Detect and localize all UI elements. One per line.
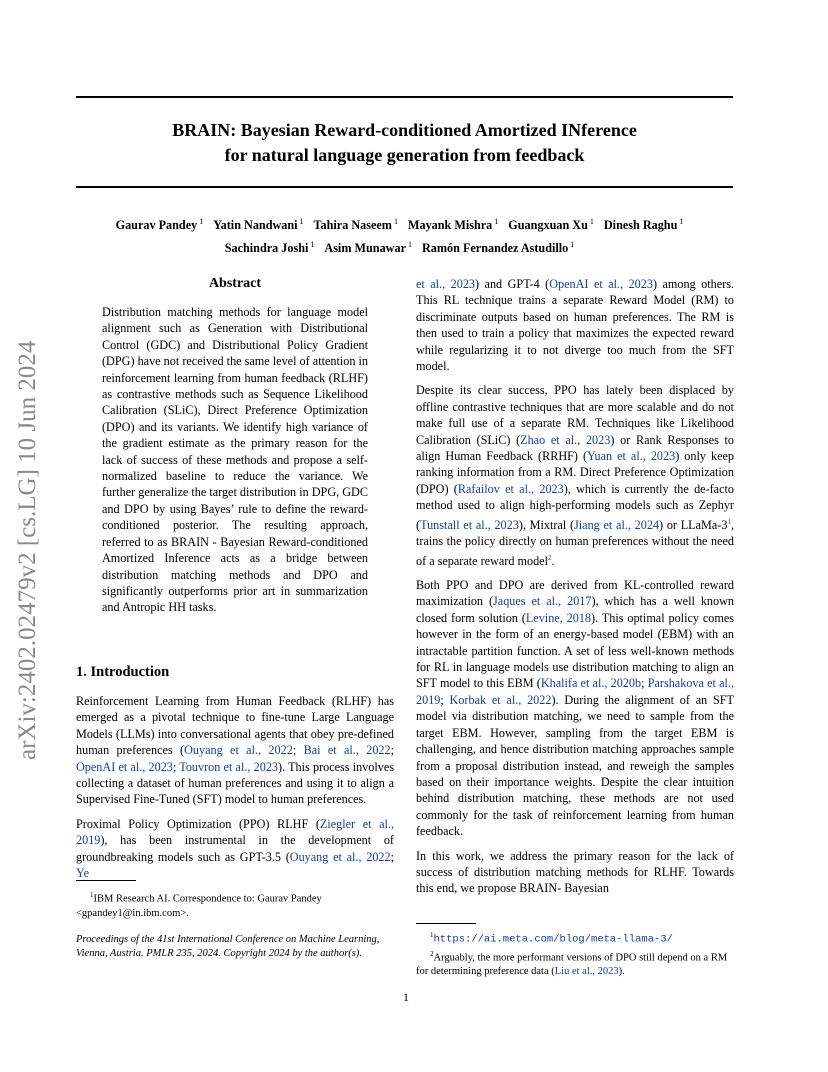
text: Despite its clear success, PPO has lately been displaced by offline contrastive techniques that are more scalable and do not make full use of a separate RM. Techniques like Likelihood Calibration (SLiC) (: [416, 383, 734, 447]
citation-link[interactable]: Tunstall et al., 2023: [420, 517, 519, 532]
text: Arguably, the more performant versions of DPO still depend on a RM for determining preference data (: [416, 952, 728, 977]
text: , trains the policy directly on human preferences without the need of a separate reward model: [416, 517, 734, 568]
author-name: [604, 218, 684, 232]
intro-paragraph-1: Reinforcement Learning from Human Feedback (RLHF) has emerged as a pivotal technique to fine-tune Large Language Models (LLMs) into conversational agents that obey pre-defined human preferences (Ouyang et al., 2022; Bai et al., 2022; OpenAI et al., 2023; Touvron et al., 2023). This process involves collecting a dataset of human preferences and using it to align a Supervised Fine-Tuned (SFT) model to human preferences.: [76, 694, 394, 807]
bottom-title-rule: [76, 186, 733, 188]
author-name: [225, 241, 315, 255]
citation-link[interactable]: Jiang et al., 2024: [574, 517, 660, 532]
author-name-text: Asim Munawar: [324, 241, 406, 256]
affiliation-marker: 1: [297, 217, 304, 226]
authors-line-2: [76, 235, 733, 258]
section-heading-introduction: 1. Introduction: [76, 664, 170, 680]
citation-link[interactable]: Khalifa et al., 2020b: [540, 676, 642, 691]
citation-link[interactable]: OpenAI et al., 2023: [76, 759, 173, 774]
author-name-text: Sachindra Joshi: [224, 241, 309, 256]
author-name: [213, 218, 303, 232]
citation-link[interactable]: Ziegler et al., 2019: [76, 816, 394, 848]
affiliation-marker: 1: [677, 217, 684, 226]
affiliation-marker: 1: [405, 240, 412, 250]
right-paragraph-3: Both PPO and DPO are derived from KL-controlled reward maximization (Jaques et al., 2017), which has a well known closed form solution (Levine, 2018). This optimal policy comes however in the form of an energy-based model (EBM) with an intractable partition function. A set of less well-known methods for RL in language models use distribution matching to align an SFT model to this EBM (Khalifa et al., 2020b; Parshakova et al., 2019; Korbak et al., 2022). During the alignment of an SFT model via distribution matching, we need to sample from the target EBM. However, sampling from the target EBM is challenging, and hence distribution matching approaches sample from a proposal distribution instead, and reweigh the samples based on their importance weights. Despite the clear intuition behind distribution matching, these methods are not used commonly for the task of reinforcement learning from human feedback.: [416, 578, 734, 839]
right-paragraph-1: [416, 276, 734, 374]
author-name: [422, 241, 574, 255]
right-paragraph-4: In this work, we address the primary reason for the lack of success of distribution matching methods for RLHF. Towards this end, we propose BRAIN- Bayesian: [416, 848, 734, 896]
author-name: [508, 218, 594, 232]
author-name-text: Gaurav Pandey: [115, 218, 198, 233]
author-name: [324, 241, 412, 255]
citation-link[interactable]: Zhao et al., 2023: [520, 432, 611, 447]
citation-link[interactable]: Bai et al., 2022: [303, 743, 391, 758]
intro-column-left: [76, 693, 394, 881]
footnote-1: $^1$https://ai.meta.com/blog/meta-llama-3/: [430, 931, 673, 946]
author-name: [408, 218, 498, 232]
footnote-url-link[interactable]: https://ai.meta.com/blog/meta-llama-3/: [433, 933, 673, 946]
footnote-marker-2[interactable]: 2: [547, 553, 552, 562]
footnotes-right: [416, 928, 734, 979]
citation-link[interactable]: Ouyang et al., 2022: [184, 743, 293, 758]
text: ), Mixtral (: [518, 517, 575, 532]
footnote-rule-left: [76, 880, 136, 881]
author-name-text: Yatin Nandwani: [213, 218, 298, 233]
top-rule: [76, 96, 733, 98]
citation-link[interactable]: Levine, 2018: [525, 610, 592, 625]
citation-link[interactable]: Yuan et al., 2023: [587, 449, 676, 464]
affiliation-marker: 1: [568, 240, 575, 250]
paper-title: [76, 118, 733, 168]
text: ), has been instrumental in the development of groundbreaking models such as GPT-3.5 (: [76, 833, 394, 864]
affiliation-marker: 1: [492, 217, 499, 226]
author-name-text: Mayank Mishra: [407, 218, 493, 233]
author-name-text: Dinesh Raghu: [603, 218, 678, 233]
citation-link[interactable]: Ye: [76, 866, 89, 881]
author-name: [314, 218, 398, 232]
text: ), which has a well known closed form solution (: [416, 594, 734, 625]
title-line-2: for natural language generation from feedback: [224, 145, 585, 165]
authors-line-1: [76, 212, 733, 235]
proceedings-note: Proceedings of the 41st International Conference on Machine Learning, Vienna, Austria. PMLR 235, 2024. Copyright 2024 by the author(s).: [76, 933, 380, 959]
affiliation-footnote: $^1$IBM Research AI. Correspondence to: Gaurav Pandey <gpandey1@in.ibm.com>.: [76, 891, 322, 919]
abstract-heading: Abstract: [208, 276, 262, 291]
citation-link[interactable]: Ouyang et al., 2022: [289, 849, 391, 864]
author-name-text: Guangxuan Xu: [508, 218, 588, 233]
citation-link[interactable]: Rafailov et al., 2023: [457, 481, 564, 496]
citation-link[interactable]: et al., 2023: [416, 277, 476, 291]
citation-link[interactable]: Jaques et al., 2017: [493, 594, 592, 609]
page-number: 1: [403, 990, 409, 1004]
text: ). During the alignment of an SFT model via distribution matching, we need to sample from the target EBM. However, sampling from the target EBM is challenging, and hence distribution matching approaches sample from a proposal distribution instead, and reweigh the samples based on their importance weights. Despite the clear intuition behind distribution matching, these methods are not used commonly for the task of reinforcement learning from human feedback.: [416, 692, 734, 839]
affiliation-marker: 1: [197, 217, 204, 226]
author-name-text: Tahira Naseem: [313, 218, 392, 233]
text: ) and GPT-4 (: [475, 277, 550, 291]
footnote-marker-1[interactable]: 1: [727, 517, 731, 526]
citation-link[interactable]: Touvron et al., 2023: [179, 759, 279, 774]
text: ) or Rank Responses to align Human Feedback (RRHF) (: [416, 432, 735, 464]
citation-link[interactable]: Parshakova et al., 2019: [416, 676, 734, 707]
text: ), which is currently the de-facto method used to align high-performing models such as Zephyr (: [416, 481, 734, 532]
arxiv-stamp: arXiv:2402.02479v2 [cs.LG] 10 Jun 2024: [14, 340, 41, 760]
text: IBM Research AI. Correspondence to: Gaurav Pandey <gpandey1@in.ibm.com>.: [76, 893, 322, 919]
citation-link[interactable]: OpenAI et al., 2023: [549, 277, 653, 291]
author-name-text: Ramón Fernandez Astudillo: [421, 241, 569, 256]
text: ).: [618, 966, 625, 977]
author-name: [116, 218, 204, 232]
author-list: [76, 212, 733, 258]
text: Reinforcement Learning from Human Feedback (RLHF) has emerged as a pivotal technique to fine-tune Large Language Models (LLMs) into conversational agents that obey pre-defined human preferences (: [76, 694, 394, 758]
right-paragraph-2: Despite its clear success, PPO has lately been displaced by offline contrastive techniques that are more scalable and do not make full use of a separate RM. Techniques like Likelihood Calibration (SLiC) (Zhao et al., 2023) or Rank Responses to align Human Feedback (RRHF) (Yuan et al., 2023) only keep ranking information from a RM. Direct Preference Optimization (DPO) (Rafailov et al., 2023), which is currently the de-facto method used to align high-performing models such as Zephyr (Tunstall et al., 2023), Mixtral (Jiang et al., 2024) or LLaMa-3$^1$, trains the policy directly on human preferences without the need of a separate reward model$^2$.: [416, 383, 735, 568]
affiliation-marker: 1: [308, 240, 315, 250]
citation-link[interactable]: Liu et al., 2023: [554, 966, 619, 977]
abstract-text: Distribution matching methods for language model alignment such as Generation with Distributional Control (GDC) and Distributional Policy Gradient (DPG) have not received the same level of attention in reinforcement learning from human feedback (RLHF) as contrastive methods such as Sequence Likelihood Calibration (SLiC), Direct Preference Optimization (DPO) and its variants. We identify high variance of the gradient estimate as the primary reason for the lack of success of these methods and propose a self-normalized baseline to reduce the variance. We further generalize the target distribution in DPG, GDC and DPO by using Bayes’ rule to define the reward-conditioned posterior. The resulting approach, referred to as BRAIN - Bayesian Reward-conditioned Amortized Inference acts as a bridge between distribution matching methods and DPO and significantly outperforms prior art in summarization and Antropic HH tasks.: [102, 305, 368, 615]
text: ) or LLaMa-3: [659, 517, 728, 532]
affiliation-marker: 1: [587, 217, 594, 226]
right-column: [416, 276, 734, 897]
text: ) only keep ranking information from a RM. Direct Preference Optimization (DPO) (: [416, 449, 734, 496]
text: ) among others. This RL technique trains a separate Reward Model (RM) to discriminate outputs based on human preferences. The RM is then used to train a policy that maximizes the expected reward while regularizing it to not diverge too much from the SFT model.: [416, 277, 734, 374]
text: ). This process involves collecting a dataset of human preferences and using it to align a Supervised Fine-Tuned (SFT) model to human preferences.: [76, 759, 394, 807]
footnote-2: $^2$Arguably, the more performant versions of DPO still depend on a RM for determining preference data (Liu et al., 2023).: [416, 949, 728, 977]
text: Proximal Policy Optimization (PPO) RLHF (: [76, 816, 320, 831]
text: ). This optimal policy comes however in the form of an energy-based model (EBM) with an intractable partition function. A set of less well-known methods for RL in language models use distribution matching to align an SFT model to this EBM (: [416, 610, 734, 691]
intro-paragraph-2: Proximal Policy Optimization (PPO) RLHF (Ziegler et al., 2019), has been instrumental in the development of groundbreaking models such as GPT-3.5 (Ouyang et al., 2022; Ye: [76, 816, 394, 881]
affiliation-marker: 1: [391, 217, 398, 226]
text: Both PPO and DPO are derived from KL-controlled reward maximization (: [416, 578, 734, 609]
footnote-rule-right: [416, 923, 476, 924]
footnotes-left: [76, 888, 394, 961]
citation-link[interactable]: Korbak et al., 2022: [449, 692, 552, 707]
title-line-1: BRAIN: Bayesian Reward-conditioned Amortized INference: [172, 120, 637, 140]
